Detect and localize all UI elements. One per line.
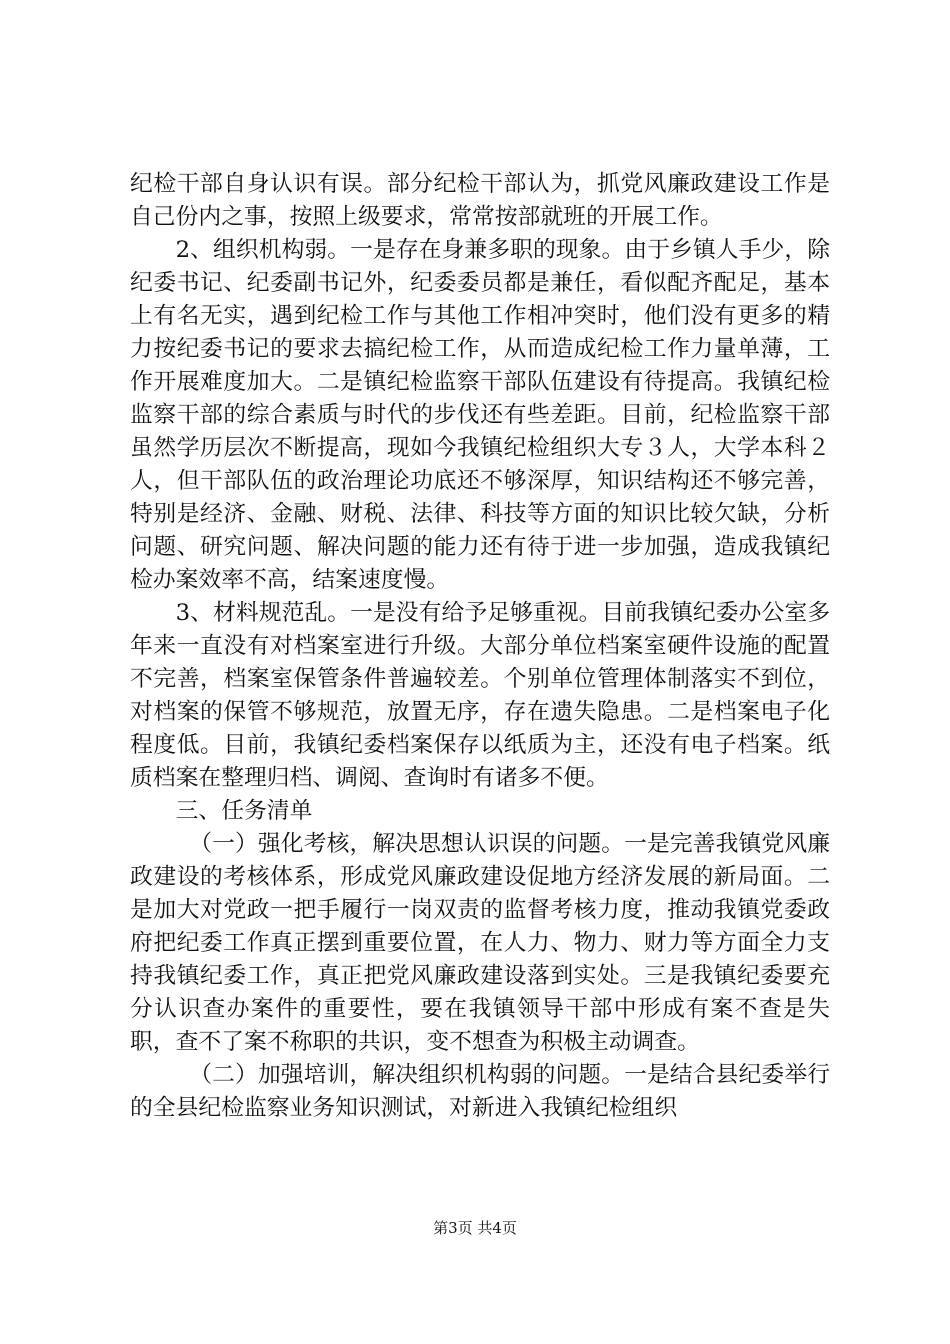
page-footer: 第3页 共4页 — [433, 1219, 517, 1237]
paragraph-strengthen-assessment: （一）强化考核，解决思想认识误的问题。一是完善我镇党风廉政建设的考核体系，形成党风廉政建设促地方经济发展的新局面。二是加大对党政一把手履行一岗双责的监督考核力度，推动我镇党委政府把纪委工作真正摆到重要位置，在人力、物力、财力等方面全力支持我镇纪委工作，真正把党风廉政建设落到实处。三是我镇纪委要充分认识查办案件的重要性，要在我镇领导干部中形成有案不查是失职，查不了案不称职的共识，变不想查为积极主动调查。 — [130, 831, 830, 1055]
paragraph-continuation: 纪检干部自身认识有误。部分纪检干部认为，抓党风廉政建设工作是自己份内之事，按照上级要求，常常按部就班的开展工作。 — [130, 171, 830, 230]
document-body — [130, 168, 830, 1125]
paragraph-strengthen-training: （二）加强培训，解决组织机构弱的问题。一是结合县纪委举行的全县纪检监察业务知识测试，对新进入我镇纪检组织 — [130, 1062, 830, 1121]
paragraph-organization-weak: 2、组织机构弱。一是存在身兼多职的现象。由于乡镇人手少，除纪委书记、纪委副书记外，纪委委员都是兼任，看似配齐配足，基本上有名无实，遇到纪检工作与其他工作相冲突时，他们没有更多的精力按纪委书记的要求去搞纪检工作，从而造成纪检工作力量单薄，工作开展难度加大。二是镇纪检监察干部队伍建设有待提高。我镇纪检监察干部的综合素质与时代的步伐还有些差距。目前，纪检监察干部虽然学历层次不断提高，现如今我镇纪检组织大专３人，大学本科２人，但干部队伍的政治理论功底还不够深厚，知识结构还不够完善，特别是经济、金融、财税、法律、科技等方面的知识比较欠缺，分析问题、研究问题、解决问题的能力还有待于进一步加强，造成我镇纪检办案效率不高，结案速度慢。 — [130, 237, 830, 593]
paragraph-materials-disorder: 3、材料规范乱。一是没有给予足够重视。目前我镇纪委办公室多年来一直没有对档案室进行升级。大部分单位档案室硬件设施的配置不完善，档案室保管条件普遍较差。个别单位管理体制落实不到位，对档案的保管不够规范，放置无序，存在遗失隐患。二是档案电子化程度低。目前，我镇纪委档案保存以纸质为主，还没有电子档案。纸质档案在整理归档、调阅、查询时有诸多不便。 — [130, 600, 830, 791]
section-heading-task-list: 三、任务清单 — [175, 798, 313, 824]
